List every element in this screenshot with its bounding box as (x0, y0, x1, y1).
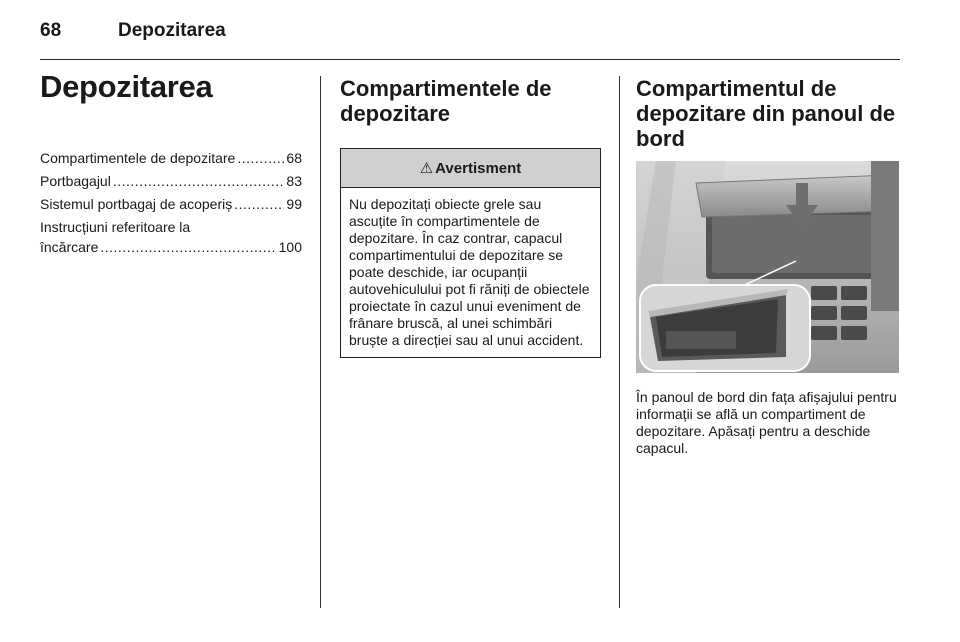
toc-entry-page: 100 (278, 239, 302, 255)
warning-header (341, 149, 600, 188)
section-title: Compartimentul de depozitare din panoul de bord (636, 76, 896, 151)
toc-entry[interactable] (40, 194, 302, 214)
column-divider (320, 76, 321, 608)
toc-entry-line (40, 237, 302, 257)
warning-label: Avertisment (435, 159, 522, 177)
toc-entry-text: Instrucțiuni referitoare la (40, 219, 191, 235)
toc-entry-text: Compartimentele de depozitare (40, 150, 236, 166)
toc-entry[interactable] (40, 148, 302, 168)
dashboard-storage-illustration (636, 161, 899, 373)
table-of-contents (40, 148, 302, 257)
column-storage-compartments (340, 76, 602, 358)
warning-box (340, 148, 601, 358)
chapter-title: Depozitarea (40, 69, 213, 104)
toc-entry-page: 83 (286, 173, 302, 189)
column-contents (40, 70, 302, 260)
toc-leader (113, 171, 285, 191)
column-divider (619, 76, 620, 608)
toc-entry-text: Portbagajul (40, 173, 111, 189)
header-rule (40, 59, 900, 60)
section-title: Compartimentele de depozitare (340, 76, 552, 126)
toc-entry[interactable] (40, 171, 302, 191)
body-paragraph: În panoul de bord din fața afișajului pentru informații se află un compartiment de depozitare. Apăsați pentru a deschide capacul. (636, 389, 897, 456)
toc-leader (234, 194, 284, 214)
toc-entry-page: 99 (286, 196, 302, 212)
column-dashboard-compartment (636, 76, 900, 457)
toc-entry[interactable] (40, 217, 302, 257)
warning-text: Nu depozitați obiecte grele sau ascuțite în compartimentele de depozitare. În caz contrar, capacul compartimentului de depozitare se poate deschide, iar ocupanții autovehiculului pot fi răniți de obiectele proiectate în cazul unui eveniment de frânare bruscă, al unei schimbări bruște a direcției sau al unui accident. (349, 196, 590, 348)
toc-entry-text: Sistemul portbagaj de acoperiș (40, 196, 233, 212)
toc-entry-page: 68 (286, 150, 302, 166)
page-number: 68 (40, 20, 62, 41)
warning-triangle-icon: ⚠ (419, 160, 434, 177)
toc-leader (100, 237, 276, 257)
toc-leader (237, 148, 284, 168)
toc-entry-text: încărcare (40, 239, 99, 255)
running-header: Depozitarea (118, 20, 226, 41)
